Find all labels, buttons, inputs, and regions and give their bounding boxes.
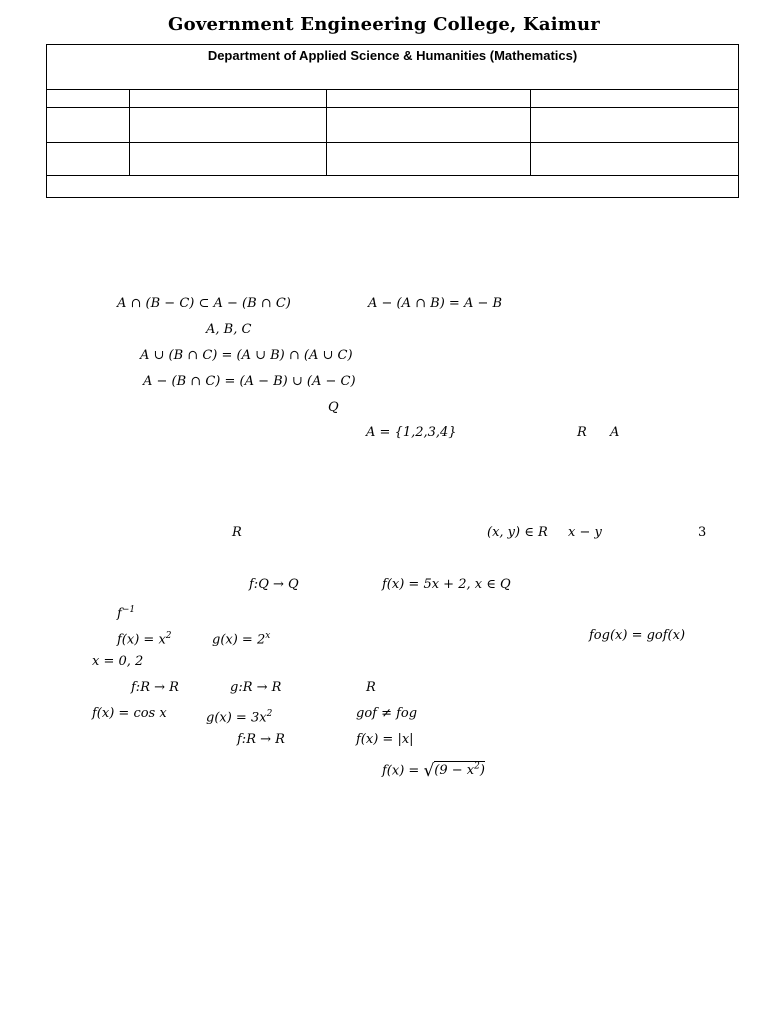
table-cell — [47, 108, 130, 143]
math-pair-in-r: (x, y) ∈ R — [487, 525, 548, 540]
table-cell — [531, 108, 739, 143]
math-f-cos: f(x) = cos x — [92, 706, 167, 721]
table-cell — [47, 90, 130, 108]
math-function-f-r-2: f:R → R — [237, 732, 285, 747]
table-cell — [47, 143, 130, 176]
math-function-f-q: f:Q → Q — [249, 577, 299, 592]
math-difference-expression: A − (A ∩ B) = A − B — [368, 296, 503, 311]
math-demorgan-law: A − (B ∩ C) = (A − B) ∪ (A − C) — [143, 374, 356, 389]
table-cell — [531, 90, 739, 108]
math-subset-expression: A ∩ (B − C) ⊂ A − (B ∩ C) — [117, 296, 291, 311]
math-gof-not-fog: gof ≠ fog — [356, 706, 418, 721]
math-g-two-power-x: $g(x) = 2^x$ — [212, 631, 271, 648]
math-symbol-q: Q — [328, 400, 339, 415]
math-function-g-r: g:R → R — [230, 680, 282, 695]
math-x-minus-y: x − y — [568, 525, 602, 540]
math-absolute-value: f(x) = |x| — [356, 732, 414, 747]
square-root-icon: √ — [423, 761, 435, 782]
math-f-x-squared: $f(x) = x^2$ — [117, 631, 172, 648]
table-cell — [327, 108, 531, 143]
header-table — [46, 44, 739, 198]
math-function-f-r: f:R → R — [131, 680, 179, 695]
table-cell — [327, 143, 531, 176]
table-cell — [130, 143, 327, 176]
math-function-definition: f(x) = 5x + 2, x ∈ Q — [382, 577, 511, 592]
math-number-three: 3 — [698, 525, 707, 540]
table-footer-cell — [47, 176, 739, 198]
department-cell: Department of Applied Science & Humanities (Mathematics) — [47, 45, 739, 90]
math-sets-list: A, B, C — [206, 322, 252, 337]
math-distributive-law: A ∪ (B ∩ C) = (A ∪ B) ∩ (A ∪ C) — [140, 348, 353, 363]
table-cell — [327, 90, 531, 108]
math-set-a: A = {1,2,3,4} — [366, 425, 457, 440]
math-relation-r: R — [232, 525, 242, 540]
math-inverse-f: $f^{-1}$ — [117, 605, 136, 622]
math-x-values: x = 0, 2 — [92, 654, 144, 669]
math-fog-equals-gof: fog(x) = gof(x) — [589, 628, 686, 643]
math-symbol-r: R — [577, 425, 587, 440]
math-symbol-r-2: R — [366, 680, 376, 695]
math-symbol-a: A — [610, 425, 620, 440]
table-cell — [531, 143, 739, 176]
math-g-3x-squared: $g(x) = 3x^2$ — [206, 709, 273, 726]
college-title: Government Engineering College, Kaimur — [168, 14, 600, 35]
math-square-root-function: $f(x) = √(9 - x^2)$ — [382, 761, 485, 782]
table-cell — [130, 90, 327, 108]
table-cell — [130, 108, 327, 143]
